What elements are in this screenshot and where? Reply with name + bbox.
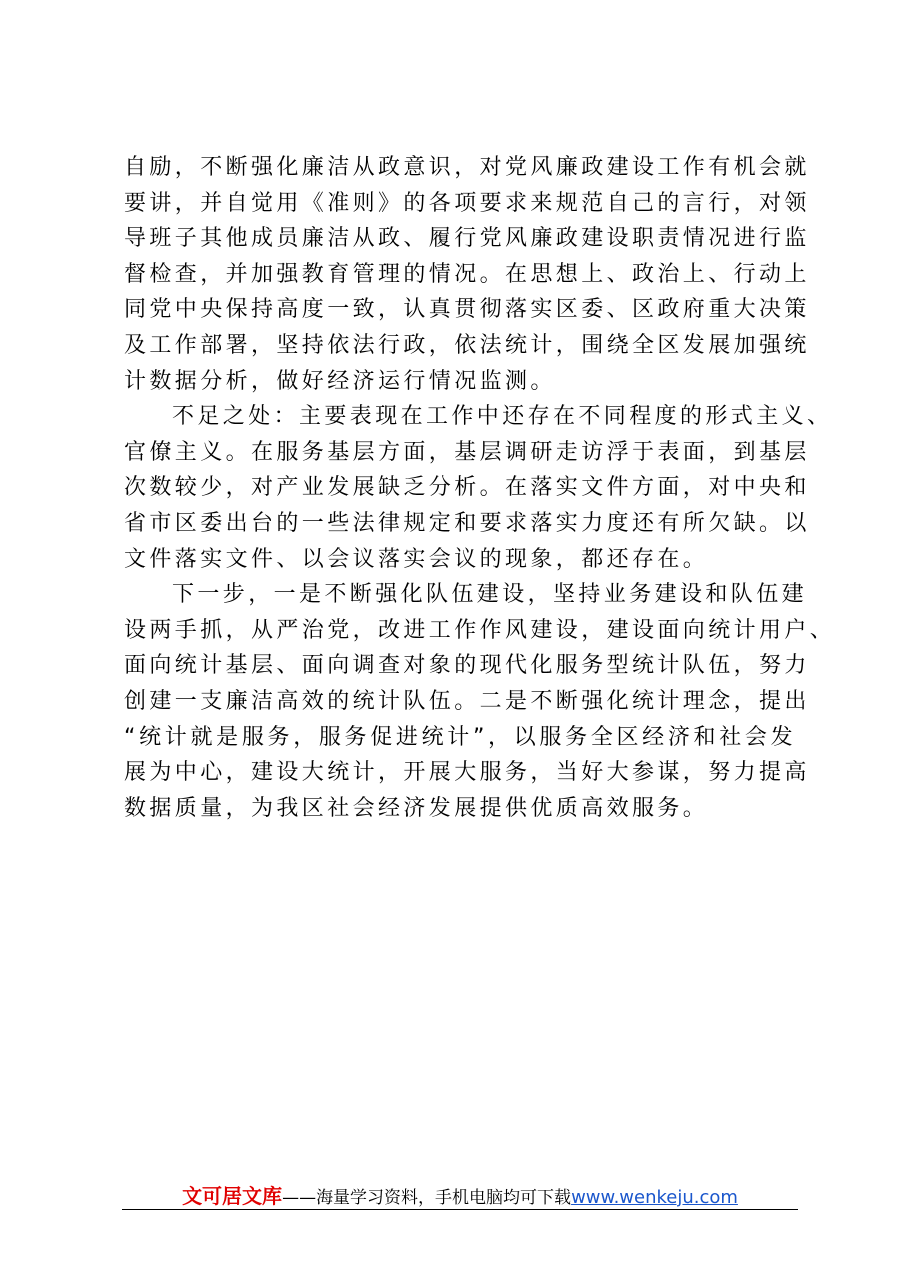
text-line: 数据质量，为我区社会经济发展提供优质高效服务。 [124,795,709,821]
footer-divider [122,1209,798,1210]
text-line: 导班子其他成员廉洁从政、履行党风廉政建设职责情况进行监 [124,226,810,252]
text-line: 展为中心，建设大统计，开展大服务，当好大参谋，努力提高 [124,760,810,786]
text-line: 创建一支廉洁高效的统计队伍。二是不断强化统计理念，提出 [124,688,810,714]
text-line: 及工作部署，坚持依法行政，依法统计，围绕全区发展加强统 [124,332,810,358]
text-line: 设两手抓，从严治党，改进工作作风建设，建设面向统计用户、 [124,617,836,643]
footer-url-link[interactable]: www.wenkeju.com [571,1187,738,1208]
paragraph-2 [124,399,833,577]
text-line: 同党中央保持高度一致，认真贯彻落实区委、区政府重大决策 [124,297,810,323]
text-line: “统计就是服务，服务促进统计”，以服务全区经济和社会发 [124,724,796,750]
text-line: 省市区委出台的一些法律规定和要求落实力度还有所欠缺。以 [124,510,810,536]
text-line: 自励，不断强化廉洁从政意识，对党风廉政建设工作有机会就 [124,155,810,180]
paragraph-1 [124,150,810,399]
paragraph-3 [124,577,836,826]
text-line: 面向统计基层、面向调查对象的现代化服务型统计队伍，努力 [124,653,810,679]
footer-slogan: ——海量学习资料，手机电脑均可下载 [282,1188,572,1208]
text-line: 不足之处：主要表现在工作中还存在不同程度的形式主义、 [172,404,833,430]
text-line: 下一步，一是不断强化队伍建设，坚持业务建设和队伍建 [172,582,808,608]
text-line: 文件落实文件、以会议落实会议的现象，都还存在。 [124,546,709,572]
text-line: 计数据分析，做好经济运行情况监测。 [124,368,556,394]
text-line: 督检查，并加强教育管理的情况。在思想上、政治上、行动上 [124,261,810,287]
text-line: 次数较少，对产业发展缺乏分析。在落实文件方面，对中央和 [124,475,810,501]
footer-brand: 文可居文库 [182,1184,283,1208]
text-line: 官僚主义。在服务基层方面，基层调研走访浮于表面，到基层 [124,439,810,465]
page-footer [124,1180,796,1212]
document-body [124,150,836,826]
text-line: 要讲，并自觉用《准则》的各项要求来规范自己的言行，对领 [124,190,810,216]
